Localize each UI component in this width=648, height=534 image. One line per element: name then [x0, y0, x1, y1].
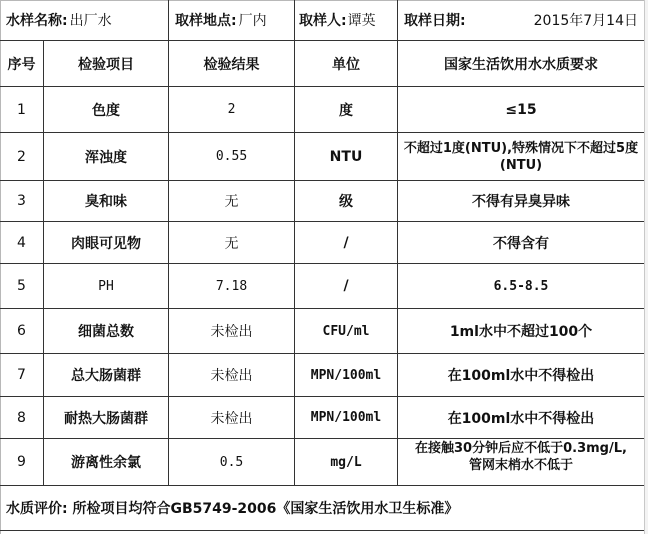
row-number[interactable]: 7: [0, 354, 44, 397]
requirement[interactable]: 在100ml水中不得检出: [398, 354, 645, 397]
sampler-value: 谭英: [347, 13, 376, 29]
row-number[interactable]: 6: [0, 309, 44, 354]
test-item[interactable]: PH: [44, 264, 169, 309]
test-item[interactable]: 浑浊度: [44, 133, 169, 181]
header-row: [0, 0, 648, 41]
test-result[interactable]: 未检出: [169, 309, 295, 354]
row-number[interactable]: 1: [0, 87, 44, 133]
requirement[interactable]: ≤15: [398, 87, 645, 133]
requirement[interactable]: 不得含有: [398, 222, 645, 264]
row-number[interactable]: 5: [0, 264, 44, 309]
test-result[interactable]: 0.55: [169, 133, 295, 181]
col-header-item[interactable]: 检验项目: [44, 41, 169, 87]
test-result[interactable]: 无: [169, 181, 295, 222]
test-item[interactable]: 游离性余氯: [44, 439, 169, 486]
footer-row: [0, 486, 648, 531]
test-item[interactable]: 肉眼可见物: [44, 222, 169, 264]
unit[interactable]: MPN/100ml: [295, 397, 398, 439]
test-result[interactable]: 未检出: [169, 397, 295, 439]
column-header-row: [0, 41, 648, 87]
sample-name-cell[interactable]: [0, 0, 169, 41]
sampling-date-cell[interactable]: [398, 0, 645, 41]
table-row: [0, 309, 648, 354]
table-row: [0, 354, 648, 397]
unit[interactable]: CFU/ml: [295, 309, 398, 354]
col-header-no[interactable]: 序号: [0, 41, 44, 87]
test-result[interactable]: 无: [169, 222, 295, 264]
table-row: [0, 222, 648, 264]
unit[interactable]: MPN/100ml: [295, 354, 398, 397]
row-number[interactable]: 8: [0, 397, 44, 439]
requirement[interactable]: 6.5-8.5: [398, 264, 645, 309]
unit[interactable]: NTU: [295, 133, 398, 181]
sample-name-value: 出厂水: [69, 13, 112, 29]
table-row: [0, 439, 648, 486]
col-header-result[interactable]: 检验结果: [169, 41, 295, 87]
test-item[interactable]: 色度: [44, 87, 169, 133]
test-result[interactable]: 未检出: [169, 354, 295, 397]
water-quality-evaluation[interactable]: 水质评价: 所检项目均符合GB5749-2006《国家生活饮用水卫生标准》: [0, 486, 645, 531]
test-item[interactable]: 耐热大肠菌群: [44, 397, 169, 439]
row-number[interactable]: 4: [0, 222, 44, 264]
row-number[interactable]: 2: [0, 133, 44, 181]
unit[interactable]: mg/L: [295, 439, 398, 486]
sample-name-label: 水样名称:: [6, 13, 68, 29]
test-item[interactable]: 细菌总数: [44, 309, 169, 354]
unit[interactable]: /: [295, 222, 398, 264]
requirement[interactable]: 不得有异臭异味: [398, 181, 645, 222]
requirement[interactable]: 在100ml水中不得检出: [398, 397, 645, 439]
requirement[interactable]: 1ml水中不超过100个: [398, 309, 645, 354]
test-item[interactable]: 臭和味: [44, 181, 169, 222]
test-result[interactable]: 2: [169, 87, 295, 133]
sampler-cell[interactable]: [295, 0, 398, 41]
table-row: [0, 264, 648, 309]
requirement[interactable]: 不超过1度(NTU),特殊情况下不超过5度 (NTU): [398, 133, 645, 181]
sampling-location-value: 厂内: [238, 13, 267, 29]
sampling-location-label: 取样地点:: [175, 13, 237, 29]
col-header-unit[interactable]: 单位: [295, 41, 398, 87]
sampling-location-cell[interactable]: [169, 0, 295, 41]
row-number[interactable]: 3: [0, 181, 44, 222]
sampling-date-value: 2015年7月14日: [533, 13, 638, 29]
row-number[interactable]: 9: [0, 439, 44, 486]
sheet-right-edge: [644, 0, 648, 534]
col-header-requirement[interactable]: 国家生活饮用水水质要求: [398, 41, 645, 87]
unit[interactable]: 级: [295, 181, 398, 222]
table-row: [0, 181, 648, 222]
test-result[interactable]: 0.5: [169, 439, 295, 486]
table-row: [0, 87, 648, 133]
requirement[interactable]: 在接触30分钟后应不低于0.3mg/L,管网末梢水不低于: [398, 439, 645, 486]
table-row: [0, 397, 648, 439]
unit[interactable]: /: [295, 264, 398, 309]
table-row: [0, 133, 648, 181]
sampling-date-label: 取样日期:: [404, 13, 466, 29]
unit[interactable]: 度: [295, 87, 398, 133]
test-item[interactable]: 总大肠菌群: [44, 354, 169, 397]
sampler-label: 取样人:: [299, 13, 347, 29]
test-result[interactable]: 7.18: [169, 264, 295, 309]
